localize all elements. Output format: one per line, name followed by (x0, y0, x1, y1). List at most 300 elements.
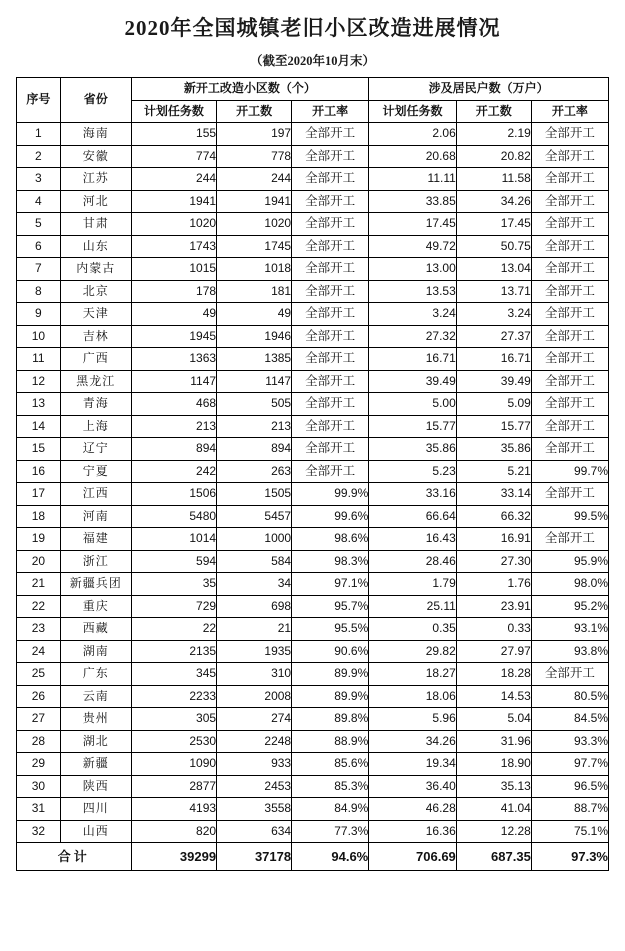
row-started-households: 18.28 (456, 663, 531, 686)
row-rate-households: 96.5% (531, 775, 608, 798)
row-province: 河北 (60, 190, 131, 213)
row-plan-households: 5.00 (369, 393, 457, 416)
row-rate-units: 95.7% (292, 595, 369, 618)
row-rate-units: 全部开工 (292, 168, 369, 191)
page-subtitle: （截至2020年10月末） (249, 54, 375, 68)
row-plan-households: 18.27 (369, 663, 457, 686)
row-index: 22 (17, 595, 61, 618)
row-plan-units: 244 (131, 168, 216, 191)
row-started-units: 1020 (217, 213, 292, 236)
row-province: 重庆 (60, 595, 131, 618)
row-rate-households: 全部开工 (531, 213, 608, 236)
row-started-units: 21 (217, 618, 292, 641)
row-plan-units: 1015 (131, 258, 216, 281)
row-rate-units: 全部开工 (292, 325, 369, 348)
table-row (17, 348, 609, 371)
col-header-started-units: 开工数 (217, 100, 292, 123)
col-header-plan-households: 计划任务数 (369, 100, 457, 123)
row-started-units: 505 (217, 393, 292, 416)
row-rate-households: 全部开工 (531, 145, 608, 168)
row-plan-units: 1363 (131, 348, 216, 371)
row-rate-units: 全部开工 (292, 348, 369, 371)
row-plan-units: 5480 (131, 505, 216, 528)
row-plan-units: 4193 (131, 798, 216, 821)
row-started-units: 274 (217, 708, 292, 731)
table-container (0, 77, 625, 871)
table-row (17, 280, 609, 303)
row-plan-units: 49 (131, 303, 216, 326)
row-rate-households: 全部开工 (531, 190, 608, 213)
row-started-households: 15.77 (456, 415, 531, 438)
row-started-units: 3558 (217, 798, 292, 821)
table-body (17, 123, 609, 843)
row-plan-households: 49.72 (369, 235, 457, 258)
row-province: 内蒙古 (60, 258, 131, 281)
row-index: 29 (17, 753, 61, 776)
table-row (17, 708, 609, 731)
row-rate-households: 97.7% (531, 753, 608, 776)
table-row (17, 123, 609, 146)
row-plan-households: 33.16 (369, 483, 457, 506)
row-plan-households: 28.46 (369, 550, 457, 573)
row-started-households: 5.21 (456, 460, 531, 483)
row-started-units: 933 (217, 753, 292, 776)
row-started-households: 14.53 (456, 685, 531, 708)
row-rate-units: 全部开工 (292, 123, 369, 146)
row-started-units: 310 (217, 663, 292, 686)
row-index: 11 (17, 348, 61, 371)
table-row (17, 685, 609, 708)
row-plan-units: 155 (131, 123, 216, 146)
row-plan-units: 1090 (131, 753, 216, 776)
row-rate-units: 全部开工 (292, 393, 369, 416)
row-started-households: 16.71 (456, 348, 531, 371)
row-plan-households: 13.53 (369, 280, 457, 303)
row-province: 辽宁 (60, 438, 131, 461)
row-province: 海南 (60, 123, 131, 146)
row-rate-units: 89.9% (292, 685, 369, 708)
row-province: 山东 (60, 235, 131, 258)
row-rate-units: 全部开工 (292, 280, 369, 303)
table-row (17, 505, 609, 528)
table-row (17, 235, 609, 258)
row-started-units: 1147 (217, 370, 292, 393)
row-rate-households: 全部开工 (531, 168, 608, 191)
row-index: 6 (17, 235, 61, 258)
row-rate-units: 99.9% (292, 483, 369, 506)
row-rate-units: 全部开工 (292, 415, 369, 438)
col-header-rate-households: 开工率 (531, 100, 608, 123)
table-row (17, 303, 609, 326)
table-header (17, 78, 609, 123)
row-started-households: 1.76 (456, 573, 531, 596)
row-rate-households: 全部开工 (531, 325, 608, 348)
row-plan-units: 35 (131, 573, 216, 596)
table-row (17, 483, 609, 506)
row-started-households: 5.04 (456, 708, 531, 731)
row-started-units: 2008 (217, 685, 292, 708)
row-started-households: 41.04 (456, 798, 531, 821)
row-province: 黑龙江 (60, 370, 131, 393)
row-started-households: 0.33 (456, 618, 531, 641)
row-rate-households: 全部开工 (531, 663, 608, 686)
row-index: 8 (17, 280, 61, 303)
row-plan-units: 2233 (131, 685, 216, 708)
row-plan-units: 468 (131, 393, 216, 416)
total-row (17, 843, 609, 871)
row-started-units: 894 (217, 438, 292, 461)
row-rate-households: 98.0% (531, 573, 608, 596)
table-row (17, 438, 609, 461)
row-plan-units: 1506 (131, 483, 216, 506)
row-rate-units: 88.9% (292, 730, 369, 753)
row-rate-units: 89.9% (292, 663, 369, 686)
table-row (17, 325, 609, 348)
row-province: 湖北 (60, 730, 131, 753)
row-rate-households: 全部开工 (531, 258, 608, 281)
row-index: 15 (17, 438, 61, 461)
row-plan-units: 2135 (131, 640, 216, 663)
row-rate-units: 全部开工 (292, 460, 369, 483)
table-row (17, 730, 609, 753)
row-rate-households: 95.2% (531, 595, 608, 618)
row-rate-units: 89.8% (292, 708, 369, 731)
row-plan-units: 345 (131, 663, 216, 686)
total-rate-units: 94.6% (292, 843, 369, 871)
row-index: 7 (17, 258, 61, 281)
table-row (17, 573, 609, 596)
row-started-units: 1935 (217, 640, 292, 663)
row-index: 19 (17, 528, 61, 551)
row-rate-households: 75.1% (531, 820, 608, 843)
row-plan-households: 17.45 (369, 213, 457, 236)
row-plan-households: 16.43 (369, 528, 457, 551)
row-started-units: 698 (217, 595, 292, 618)
row-index: 31 (17, 798, 61, 821)
row-index: 20 (17, 550, 61, 573)
table-row (17, 415, 609, 438)
row-index: 16 (17, 460, 61, 483)
row-index: 27 (17, 708, 61, 731)
row-plan-units: 242 (131, 460, 216, 483)
table-row (17, 190, 609, 213)
table-row (17, 775, 609, 798)
row-started-households: 27.37 (456, 325, 531, 348)
row-started-units: 1000 (217, 528, 292, 551)
row-started-units: 2248 (217, 730, 292, 753)
row-index: 17 (17, 483, 61, 506)
row-rate-units: 95.5% (292, 618, 369, 641)
table-row (17, 550, 609, 573)
row-started-households: 13.04 (456, 258, 531, 281)
row-rate-units: 90.6% (292, 640, 369, 663)
row-started-households: 12.28 (456, 820, 531, 843)
row-plan-units: 729 (131, 595, 216, 618)
row-province: 湖南 (60, 640, 131, 663)
row-started-units: 49 (217, 303, 292, 326)
row-started-households: 13.71 (456, 280, 531, 303)
row-plan-units: 1941 (131, 190, 216, 213)
table-row (17, 753, 609, 776)
row-plan-households: 34.26 (369, 730, 457, 753)
row-index: 26 (17, 685, 61, 708)
row-started-units: 263 (217, 460, 292, 483)
row-province: 安徽 (60, 145, 131, 168)
row-started-households: 23.91 (456, 595, 531, 618)
row-started-units: 1505 (217, 483, 292, 506)
row-plan-households: 16.36 (369, 820, 457, 843)
row-rate-units: 97.1% (292, 573, 369, 596)
row-started-units: 197 (217, 123, 292, 146)
col-header-province: 省份 (60, 78, 131, 123)
col-header-started-households: 开工数 (456, 100, 531, 123)
row-index: 13 (17, 393, 61, 416)
row-rate-units: 全部开工 (292, 213, 369, 236)
table-row (17, 168, 609, 191)
row-rate-households: 全部开工 (531, 123, 608, 146)
row-rate-units: 84.9% (292, 798, 369, 821)
row-started-units: 634 (217, 820, 292, 843)
row-rate-households: 99.5% (531, 505, 608, 528)
row-index: 23 (17, 618, 61, 641)
row-province: 江西 (60, 483, 131, 506)
row-plan-households: 5.23 (369, 460, 457, 483)
row-started-households: 27.30 (456, 550, 531, 573)
row-plan-households: 1.79 (369, 573, 457, 596)
row-rate-units: 98.3% (292, 550, 369, 573)
row-rate-households: 全部开工 (531, 235, 608, 258)
row-plan-units: 1147 (131, 370, 216, 393)
row-rate-units: 全部开工 (292, 370, 369, 393)
row-index: 14 (17, 415, 61, 438)
row-started-households: 16.91 (456, 528, 531, 551)
row-rate-units: 85.6% (292, 753, 369, 776)
row-started-households: 39.49 (456, 370, 531, 393)
row-plan-households: 29.82 (369, 640, 457, 663)
row-started-units: 1941 (217, 190, 292, 213)
row-plan-units: 305 (131, 708, 216, 731)
row-province: 江苏 (60, 168, 131, 191)
row-rate-households: 全部开工 (531, 348, 608, 371)
row-rate-households: 88.7% (531, 798, 608, 821)
row-province: 吉林 (60, 325, 131, 348)
row-plan-households: 36.40 (369, 775, 457, 798)
row-started-households: 5.09 (456, 393, 531, 416)
row-rate-units: 全部开工 (292, 235, 369, 258)
row-plan-households: 35.86 (369, 438, 457, 461)
row-rate-units: 99.6% (292, 505, 369, 528)
table-row (17, 820, 609, 843)
row-started-households: 31.96 (456, 730, 531, 753)
row-started-households: 34.26 (456, 190, 531, 213)
row-started-units: 181 (217, 280, 292, 303)
col-header-plan-units: 计划任务数 (131, 100, 216, 123)
row-rate-units: 77.3% (292, 820, 369, 843)
row-started-units: 584 (217, 550, 292, 573)
row-rate-households: 84.5% (531, 708, 608, 731)
table-footer (17, 843, 609, 871)
row-rate-units: 全部开工 (292, 190, 369, 213)
row-province: 浙江 (60, 550, 131, 573)
row-province: 北京 (60, 280, 131, 303)
row-started-units: 213 (217, 415, 292, 438)
row-rate-units: 全部开工 (292, 438, 369, 461)
row-rate-households: 95.9% (531, 550, 608, 573)
total-plan-households: 706.69 (369, 843, 457, 871)
row-started-households: 2.19 (456, 123, 531, 146)
row-plan-households: 16.71 (369, 348, 457, 371)
table-row (17, 393, 609, 416)
row-plan-units: 22 (131, 618, 216, 641)
row-started-units: 5457 (217, 505, 292, 528)
row-province: 陕西 (60, 775, 131, 798)
row-rate-households: 全部开工 (531, 303, 608, 326)
row-province: 福建 (60, 528, 131, 551)
row-plan-households: 33.85 (369, 190, 457, 213)
row-started-households: 50.75 (456, 235, 531, 258)
row-plan-households: 66.64 (369, 505, 457, 528)
row-index: 12 (17, 370, 61, 393)
table-row (17, 798, 609, 821)
row-started-households: 18.90 (456, 753, 531, 776)
table-row (17, 370, 609, 393)
col-header-group-units: 新开工改造小区数（个） (131, 78, 369, 101)
row-index: 18 (17, 505, 61, 528)
col-header-rate-units: 开工率 (292, 100, 369, 123)
row-province: 青海 (60, 393, 131, 416)
row-plan-households: 11.11 (369, 168, 457, 191)
row-started-units: 778 (217, 145, 292, 168)
row-province: 山西 (60, 820, 131, 843)
row-plan-households: 18.06 (369, 685, 457, 708)
row-rate-households: 全部开工 (531, 438, 608, 461)
row-plan-households: 27.32 (369, 325, 457, 348)
row-province: 贵州 (60, 708, 131, 731)
document-page (0, 12, 625, 951)
row-started-households: 33.14 (456, 483, 531, 506)
header-row-1 (17, 78, 609, 101)
row-plan-units: 1945 (131, 325, 216, 348)
row-index: 32 (17, 820, 61, 843)
col-header-group-households: 涉及居民户数（万户） (369, 78, 609, 101)
total-label: 合计 (17, 843, 132, 871)
row-province: 河南 (60, 505, 131, 528)
row-index: 28 (17, 730, 61, 753)
row-index: 10 (17, 325, 61, 348)
renovation-progress-table (16, 77, 609, 871)
row-started-households: 27.97 (456, 640, 531, 663)
row-rate-households: 全部开工 (531, 483, 608, 506)
row-plan-households: 20.68 (369, 145, 457, 168)
row-index: 5 (17, 213, 61, 236)
row-index: 3 (17, 168, 61, 191)
total-plan-units: 39299 (131, 843, 216, 871)
row-rate-households: 全部开工 (531, 370, 608, 393)
row-started-units: 2453 (217, 775, 292, 798)
row-started-units: 1385 (217, 348, 292, 371)
table-row (17, 618, 609, 641)
row-rate-units: 98.6% (292, 528, 369, 551)
table-row (17, 213, 609, 236)
row-plan-units: 594 (131, 550, 216, 573)
row-province: 新疆 (60, 753, 131, 776)
row-index: 4 (17, 190, 61, 213)
row-province: 广东 (60, 663, 131, 686)
row-province: 新疆兵团 (60, 573, 131, 596)
row-plan-units: 178 (131, 280, 216, 303)
total-rate-households: 97.3% (531, 843, 608, 871)
row-province: 云南 (60, 685, 131, 708)
table-row (17, 640, 609, 663)
table-row (17, 460, 609, 483)
total-started-households: 687.35 (456, 843, 531, 871)
row-rate-households: 99.7% (531, 460, 608, 483)
row-province: 甘肃 (60, 213, 131, 236)
row-plan-households: 0.35 (369, 618, 457, 641)
row-index: 1 (17, 123, 61, 146)
row-index: 30 (17, 775, 61, 798)
row-province: 天津 (60, 303, 131, 326)
row-plan-households: 2.06 (369, 123, 457, 146)
row-started-households: 35.86 (456, 438, 531, 461)
row-started-units: 1745 (217, 235, 292, 258)
row-plan-units: 820 (131, 820, 216, 843)
row-province: 四川 (60, 798, 131, 821)
table-row (17, 145, 609, 168)
row-plan-households: 3.24 (369, 303, 457, 326)
row-started-units: 1946 (217, 325, 292, 348)
row-rate-households: 全部开工 (531, 393, 608, 416)
row-province: 上海 (60, 415, 131, 438)
row-index: 9 (17, 303, 61, 326)
row-province: 西藏 (60, 618, 131, 641)
row-started-units: 34 (217, 573, 292, 596)
row-rate-households: 全部开工 (531, 415, 608, 438)
row-plan-households: 39.49 (369, 370, 457, 393)
row-index: 21 (17, 573, 61, 596)
row-started-households: 11.58 (456, 168, 531, 191)
row-rate-units: 全部开工 (292, 145, 369, 168)
row-plan-households: 5.96 (369, 708, 457, 731)
table-row (17, 595, 609, 618)
row-rate-households: 93.8% (531, 640, 608, 663)
row-plan-households: 46.28 (369, 798, 457, 821)
row-plan-units: 213 (131, 415, 216, 438)
row-started-households: 66.32 (456, 505, 531, 528)
row-plan-units: 894 (131, 438, 216, 461)
row-rate-households: 93.1% (531, 618, 608, 641)
row-rate-households: 93.3% (531, 730, 608, 753)
row-plan-units: 1014 (131, 528, 216, 551)
row-plan-units: 774 (131, 145, 216, 168)
row-rate-units: 全部开工 (292, 303, 369, 326)
row-plan-households: 15.77 (369, 415, 457, 438)
row-started-units: 1018 (217, 258, 292, 281)
row-started-households: 35.13 (456, 775, 531, 798)
row-plan-units: 2877 (131, 775, 216, 798)
row-rate-households: 全部开工 (531, 528, 608, 551)
row-index: 24 (17, 640, 61, 663)
row-province: 宁夏 (60, 460, 131, 483)
row-started-households: 3.24 (456, 303, 531, 326)
row-started-households: 17.45 (456, 213, 531, 236)
row-rate-units: 85.3% (292, 775, 369, 798)
table-row (17, 258, 609, 281)
table-row (17, 663, 609, 686)
row-rate-units: 全部开工 (292, 258, 369, 281)
row-plan-households: 13.00 (369, 258, 457, 281)
row-rate-households: 全部开工 (531, 280, 608, 303)
